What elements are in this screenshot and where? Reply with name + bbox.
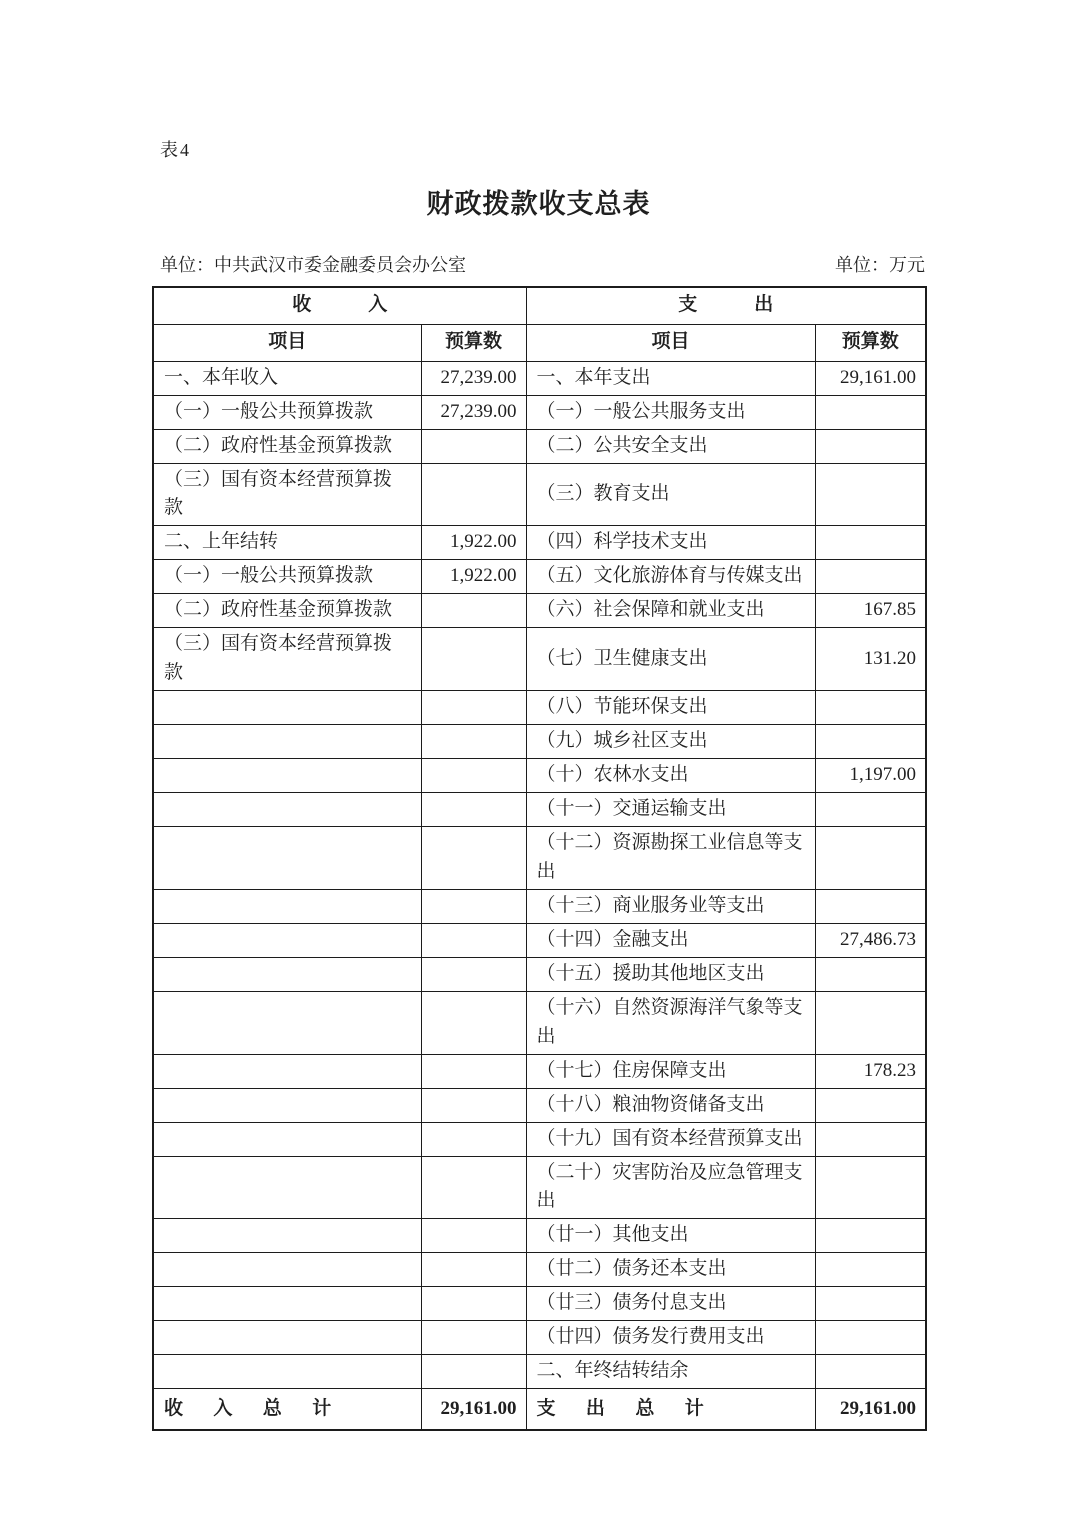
table-row xyxy=(153,793,926,827)
income-budget-cell: 27,239.00 xyxy=(421,361,526,395)
expense-budget-cell: 178.23 xyxy=(815,1054,926,1088)
expense-item-cell: （十四）金融支出 xyxy=(526,923,815,957)
income-item-cell xyxy=(153,1321,421,1355)
expense-item-cell: （十八）粮油物资储备支出 xyxy=(526,1088,815,1122)
income-budget-cell xyxy=(421,1122,526,1156)
income-item-cell: （二）政府性基金预算拨款 xyxy=(153,429,421,463)
section-header-row xyxy=(153,287,926,324)
document-page xyxy=(152,136,925,1431)
expense-budget-cell xyxy=(815,1355,926,1389)
table-row xyxy=(153,560,926,594)
income-item-cell xyxy=(153,1287,421,1321)
income-item-cell: （三）国有资本经营预算拨款 xyxy=(153,628,421,691)
expense-budget-cell xyxy=(815,725,926,759)
income-budget-cell xyxy=(421,923,526,957)
unit-row xyxy=(152,251,925,277)
income-item-cell xyxy=(153,1122,421,1156)
income-budget-cell xyxy=(421,1321,526,1355)
expense-budget-cell xyxy=(815,793,926,827)
table-row xyxy=(153,1287,926,1321)
expense-item-cell: （十七）住房保障支出 xyxy=(526,1054,815,1088)
expense-item-cell: 二、年终结转结余 xyxy=(526,1355,815,1389)
expense-item-cell: （八）节能环保支出 xyxy=(526,691,815,725)
income-item-cell xyxy=(153,1253,421,1287)
income-item-cell xyxy=(153,1355,421,1389)
income-budget-cell xyxy=(421,725,526,759)
income-budget-cell: 27,239.00 xyxy=(421,395,526,429)
income-budget-column-header: 预算数 xyxy=(421,324,526,361)
table-row xyxy=(153,1253,926,1287)
income-item-cell xyxy=(153,793,421,827)
expense-budget-cell xyxy=(815,1122,926,1156)
expense-section-header: 支 出 xyxy=(526,287,926,324)
table-row xyxy=(153,691,926,725)
income-budget-cell: 1,922.00 xyxy=(421,526,526,560)
income-item-cell xyxy=(153,1156,421,1219)
income-budget-cell xyxy=(421,1287,526,1321)
expense-item-cell: 一、本年支出 xyxy=(526,361,815,395)
table-row xyxy=(153,725,926,759)
expense-item-cell: （二）公共安全支出 xyxy=(526,429,815,463)
table-row xyxy=(153,991,926,1054)
table-row xyxy=(153,889,926,923)
expense-budget-cell: 27,486.73 xyxy=(815,923,926,957)
expense-item-cell: （十六）自然资源海洋气象等支出 xyxy=(526,991,815,1054)
income-budget-cell xyxy=(421,889,526,923)
column-header-row xyxy=(153,324,926,361)
income-item-cell xyxy=(153,1054,421,1088)
table-row xyxy=(153,429,926,463)
income-total-value: 29,161.00 xyxy=(421,1389,526,1430)
income-budget-cell xyxy=(421,429,526,463)
expense-budget-cell: 1,197.00 xyxy=(815,759,926,793)
table-row xyxy=(153,594,926,628)
table-row xyxy=(153,1054,926,1088)
expense-budget-cell xyxy=(815,1321,926,1355)
income-budget-cell xyxy=(421,793,526,827)
budget-table xyxy=(152,286,927,1431)
income-total-label: 收 入 总 计 xyxy=(153,1389,421,1430)
income-budget-cell xyxy=(421,1253,526,1287)
expense-item-cell: （十二）资源勘探工业信息等支出 xyxy=(526,827,815,890)
expense-budget-cell xyxy=(815,827,926,890)
expense-item-cell: （十一）交通运输支出 xyxy=(526,793,815,827)
expense-item-cell: （九）城乡社区支出 xyxy=(526,725,815,759)
expense-budget-cell xyxy=(815,1156,926,1219)
expense-item-cell: （四）科学技术支出 xyxy=(526,526,815,560)
income-item-cell xyxy=(153,889,421,923)
expense-budget-column-header: 预算数 xyxy=(815,324,926,361)
table-row xyxy=(153,1156,926,1219)
expense-item-cell: （三）教育支出 xyxy=(526,463,815,526)
expense-budget-cell: 131.20 xyxy=(815,628,926,691)
income-item-cell: （一）一般公共预算拨款 xyxy=(153,395,421,429)
table-row xyxy=(153,1321,926,1355)
expense-budget-cell xyxy=(815,429,926,463)
income-budget-cell xyxy=(421,1355,526,1389)
income-item-cell xyxy=(153,759,421,793)
expense-item-cell: （一）一般公共服务支出 xyxy=(526,395,815,429)
expense-item-cell: （廿三）债务付息支出 xyxy=(526,1287,815,1321)
table-body xyxy=(153,361,926,1389)
income-budget-cell xyxy=(421,628,526,691)
table-row xyxy=(153,759,926,793)
expense-item-cell: （廿一）其他支出 xyxy=(526,1219,815,1253)
income-item-cell: （一）一般公共预算拨款 xyxy=(153,560,421,594)
table-row xyxy=(153,526,926,560)
income-item-cell xyxy=(153,1219,421,1253)
table-row xyxy=(153,957,926,991)
income-item-cell xyxy=(153,725,421,759)
expense-item-cell: （廿二）债务还本支出 xyxy=(526,1253,815,1287)
expense-item-column-header: 项目 xyxy=(526,324,815,361)
expense-total-value: 29,161.00 xyxy=(815,1389,926,1430)
table-row xyxy=(153,1122,926,1156)
income-budget-cell xyxy=(421,691,526,725)
expense-budget-cell: 167.85 xyxy=(815,594,926,628)
income-item-cell xyxy=(153,1088,421,1122)
expense-item-cell: （十）农林水支出 xyxy=(526,759,815,793)
income-budget-cell xyxy=(421,1088,526,1122)
unit-currency: 单位：万元 xyxy=(835,255,925,275)
expense-budget-cell xyxy=(815,957,926,991)
income-item-column-header: 项目 xyxy=(153,324,421,361)
income-budget-cell xyxy=(421,594,526,628)
expense-item-cell: （廿四）债务发行费用支出 xyxy=(526,1321,815,1355)
unit-organization: 单位：中共武汉市委金融委员会办公室 xyxy=(160,255,466,275)
expense-budget-cell xyxy=(815,463,926,526)
income-item-cell xyxy=(153,827,421,890)
expense-item-cell: （十三）商业服务业等支出 xyxy=(526,889,815,923)
page-title: 财政拨款收支总表 xyxy=(426,189,651,219)
table-row xyxy=(153,1219,926,1253)
expense-item-cell: （五）文化旅游体育与传媒支出 xyxy=(526,560,815,594)
income-budget-cell xyxy=(421,463,526,526)
expense-item-cell: （十九）国有资本经营预算支出 xyxy=(526,1122,815,1156)
table-row xyxy=(153,1088,926,1122)
table-number-label: 表4 xyxy=(160,140,191,160)
income-section-header: 收 入 xyxy=(153,287,526,324)
expense-budget-cell: 29,161.00 xyxy=(815,361,926,395)
income-budget-cell xyxy=(421,957,526,991)
expense-budget-cell xyxy=(815,1253,926,1287)
expense-budget-cell xyxy=(815,1287,926,1321)
income-budget-cell: 1,922.00 xyxy=(421,560,526,594)
income-item-cell: （二）政府性基金预算拨款 xyxy=(153,594,421,628)
income-budget-cell xyxy=(421,759,526,793)
table-row xyxy=(153,1355,926,1389)
table-row xyxy=(153,628,926,691)
table-row xyxy=(153,827,926,890)
expense-budget-cell xyxy=(815,1219,926,1253)
income-budget-cell xyxy=(421,1054,526,1088)
expense-budget-cell xyxy=(815,991,926,1054)
expense-budget-cell xyxy=(815,691,926,725)
income-item-cell: 一、本年收入 xyxy=(153,361,421,395)
expense-budget-cell xyxy=(815,395,926,429)
expense-item-cell: （七）卫生健康支出 xyxy=(526,628,815,691)
table-row xyxy=(153,923,926,957)
expense-budget-cell xyxy=(815,526,926,560)
expense-total-label: 支 出 总 计 xyxy=(526,1389,815,1430)
income-budget-cell xyxy=(421,1156,526,1219)
expense-item-cell: （二十）灾害防治及应急管理支出 xyxy=(526,1156,815,1219)
income-item-cell xyxy=(153,991,421,1054)
income-item-cell: （三）国有资本经营预算拨款 xyxy=(153,463,421,526)
table-row xyxy=(153,361,926,395)
expense-budget-cell xyxy=(815,560,926,594)
income-item-cell xyxy=(153,691,421,725)
table-row xyxy=(153,463,926,526)
table-row xyxy=(153,395,926,429)
income-budget-cell xyxy=(421,1219,526,1253)
income-budget-cell xyxy=(421,991,526,1054)
income-item-cell xyxy=(153,957,421,991)
expense-budget-cell xyxy=(815,1088,926,1122)
expense-item-cell: （六）社会保障和就业支出 xyxy=(526,594,815,628)
income-budget-cell xyxy=(421,827,526,890)
expense-budget-cell xyxy=(815,889,926,923)
total-row xyxy=(153,1389,926,1430)
income-item-cell xyxy=(153,923,421,957)
income-item-cell: 二、上年结转 xyxy=(153,526,421,560)
expense-item-cell: （十五）援助其他地区支出 xyxy=(526,957,815,991)
